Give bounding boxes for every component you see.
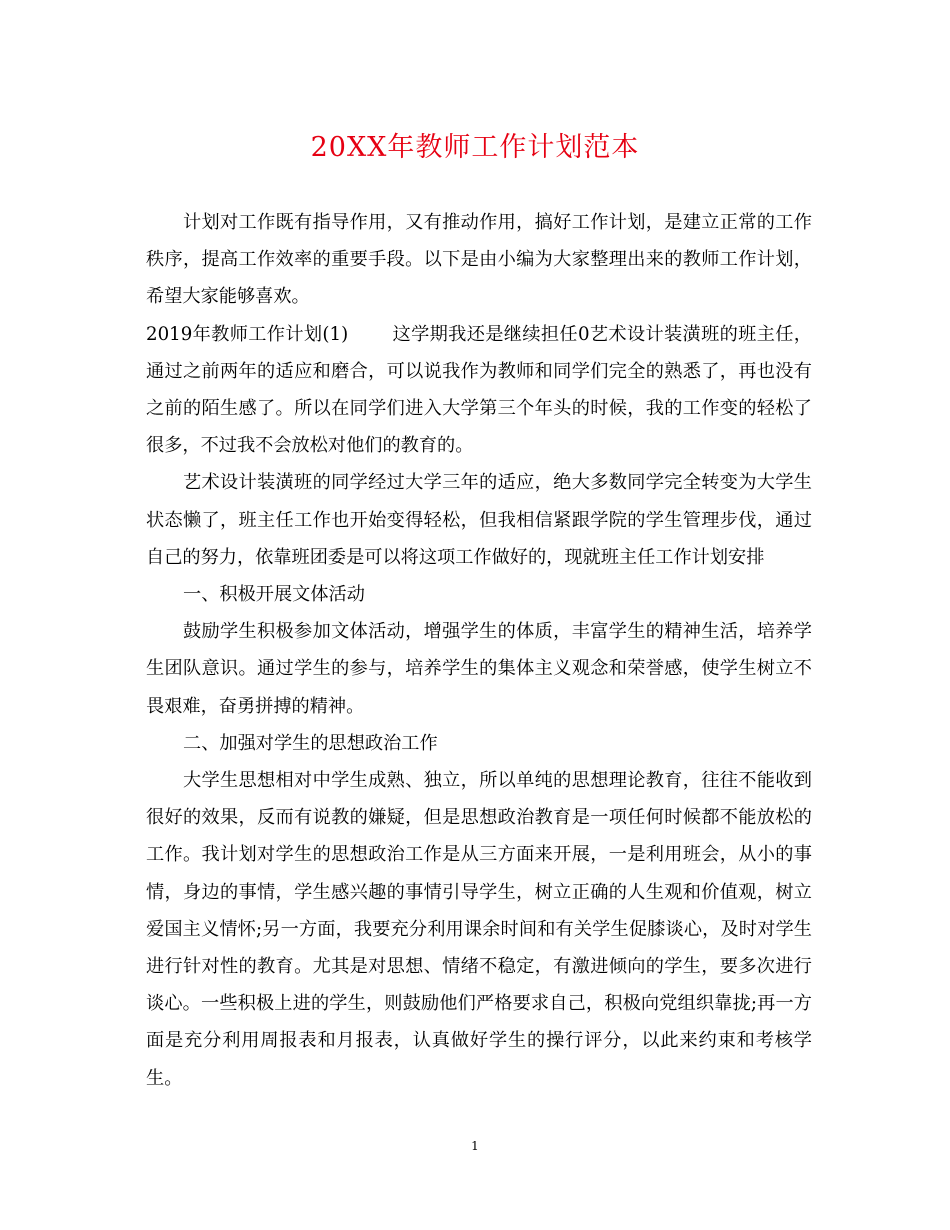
plan-paragraph-2: 艺术设计装潢班的同学经过大学三年的适应，绝大多数同学完全转变为大学生状态懒了，班主任工作也开始变得轻松，但我相信紧跟学院的学生管理步伐，通过自己的努力，依靠班团委是可以将这项工作做好的，现就班主任工作计划安排 [146,472,812,568]
section-2-paragraph: 大学生思想相对中学生成熟、独立，所以单纯的思想理论教育，往往不能收到很好的效果，反而有说教的嫌疑，但是思想政治教育是一项任何时候都不能放松的工作。我计划对学生的思想政治工作是从三方面来开展，一是利用班会，从小的事情，身边的事情，学生感兴趣的事情引导学生，树立正确的人生观和价值观，树立爱国主义情怀;另一方面，我要充分利用课余时间和有关学生促膝谈心，及时对学生进行针对性的教育。尤其是对思想、情绪不稳定，有激进倾向的学生，要多次进行谈心。一些积极上进的学生，则鼓励他们严格要求自己，积极向党组织靠拢;再一方面是充分利用周报表和月报表，认真做好学生的操行评分，以此来约束和考核学生。 [146,770,812,1089]
plan-label: 2019年教师工作计划(1) [146,323,349,345]
plan-paragraph-1-text: 这学期我还是继续担任0艺术设计装潢班的班主任，通过之前两年的适应和磨合，可以说我作为教师和同学们完全的熟悉了，再也没有之前的陌生感了。所以在同学们进入大学第三个年头的时候，我的工作变的轻松了很多，不过我不会放松对他们的教育的。 [146,323,812,457]
document-body [146,204,812,1097]
document-title: 20XX年教师工作计划范本 [310,132,640,163]
page-number: 1 [471,1139,479,1153]
plan-paragraph-1 [146,316,812,465]
section-1-paragraph: 鼓励学生积极参加文体活动，增强学生的体质，丰富学生的精神生活，培养学生团队意识。通过学生的参与，培养学生的集体主义观念和荣誉感，使学生树立不畏艰难，奋勇拼搏的精神。 [146,621,812,717]
section-heading-2: 二、加强对学生的思想政治工作 [183,732,438,754]
section-heading-1: 一、积极开展文体活动 [183,584,365,606]
intro-paragraph: 计划对工作既有指导作用，又有推动作用，搞好工作计划，是建立正常的工作秩序，提高工作效率的重要手段。以下是由小编为大家整理出来的教师工作计划，希望大家能够喜欢。 [146,212,812,308]
